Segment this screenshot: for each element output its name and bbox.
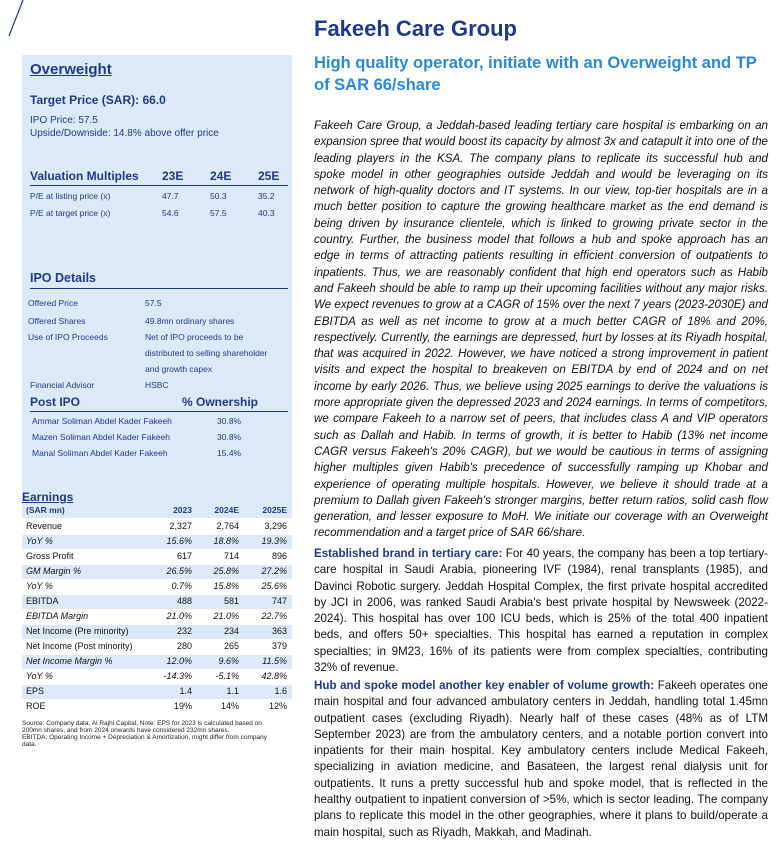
earnings-value: 14% [220,701,239,711]
intro-paragraph: Fakeeh Care Group, a Jeddah-based leading tertiary care hospital is embarking on an expansion spree that would boost its capacity by almost 3x and catapult it into one of the leading players in the KSA. The company plans to replicate its successful hub and spoke model in other geographies outside Jeddah and would be leveraging on its network of high-quality doctors and IT systems. In our view, top-tier hospitals are in a much better position to capture the growing healthcare market as the end demand is being driven by insurance clientele, which is linked to growing private sector in the country. Further, the business model that follows a hub and spoke approach has an edge in terms of attracting patients resulting in efficient conversion of outpatients to inpatients. Thus, we are reasonably confident that high end operators such as Habib and Fakeeh should be able to ramp up their upcoming facilities without any major risks. We expect revenues to grow at a CAGR of 15% over the next 7 years (2023-2030E) and EBITDA as well as net income to grow at a much better CAGR of 18% and 20%, respectively. Currently, the earnings are depressed, hurt by losses at its Riyadh hospital, that was acquired in 2022. However, we have noticed a strong improvement in patient visits and expect the hospital to breakeven on EBITDA by end of 2024 and on net income by early 2026. Thus, we believe using 2025 earnings to derive the valuations is more appropriate given the depressed 2023 and 2024 earnings. In terms of competitors, we compare Fakeeh to a narrow set of peers, that includes class A and VIP operators such as Dallah and Habib. In terms of growth, it is better to Habib (13% net income CAGR versus Fakeeh's 20% CAGR), but we would be cautious in terms of assigning higher multiples given Habib's precedence of successfully ramping up Khobar and experience of operating multiple hospitals. However, we believe it should trade at a premium to Dallah given Fakeeh's stronger margins, better return ratios, solid cash flow generation, and lesser exposure to MoH. We initiate our coverage with an Overweight recommendation and a target price of SAR 66/share. [314,119,768,540]
earnings-value: 15.8% [213,581,239,591]
earnings-value: 1.6 [274,686,287,696]
earnings-value: 42.8% [261,671,287,681]
financial-advisor: HSBC [145,380,169,390]
financial-advisor-label: Financial Advisor [30,380,95,390]
earnings-value: 0.7% [171,581,192,591]
earnings-value: 19.3% [261,536,287,546]
valuation-value: 47.7 [162,191,179,201]
earnings-row [22,550,292,564]
section-hub-spoke-body: Fakeeh operates one main hospital and four advanced ambulatory centers in Jeddah, handling total 1.45mn outpatient cases (excluding Riyadh). Nearly half of these cases (48% as of LTM September 2023) are from the ambulatory centers, and a notable portion convert into inpatients for their main hospital. Key ambulatory centers include Medical Fakeeh, specializing in aviation medicine, and Basateen, the largest renal dialysis unit for outpatients. It runs a pretty successful hub and spoke model, that is reflected in the healthy outpatient to inpatient conversion of >5%, which is sector leading. The company plans to replicate this model in the other geographies, where it plans to build/operate a main hospital, such as Riyadh, Makkah, and Madinah. [314,679,768,839]
corner-slash-decoration [5,0,35,40]
earnings-header-year: 2025E [262,505,287,515]
earnings-label: ROE [26,701,46,711]
earnings-label: EBITDA [26,596,59,606]
use-of-proceeds-2: distributed to selling shareholder [145,348,268,358]
section-hub-spoke-heading: Hub and spoke model another key enabler of volume growth: [314,679,655,692]
section-brand [314,546,768,676]
earnings-value: 379 [271,641,287,651]
earnings-header-year: 2024E [214,505,239,515]
valuation-year-2: 24E [210,169,232,183]
earnings-value: 234 [223,626,239,636]
earnings-row [22,640,292,654]
earnings-value: 363 [271,626,287,636]
earnings-value: 11.5% [262,656,287,666]
earnings-value: 12% [268,701,287,711]
earnings-value: 26.5% [166,566,192,576]
earnings-header [22,504,292,518]
ipo-price: IPO Price: 57.5 [30,115,98,126]
earnings-value: 3,296 [264,521,287,531]
valuation-year-3: 25E [258,169,280,183]
report-subtitle: High quality operator, initiate with an Overweight and TP of SAR 66/share [314,54,757,94]
valuation-header [30,169,288,186]
earnings-value: -5.1% [215,671,239,681]
valuation-value: 35.2 [258,191,275,201]
earnings-value: 25.8% [213,566,239,576]
rating: Overweight [30,61,112,78]
earnings-source-note [22,720,282,748]
earnings-value: -14.3% [163,671,192,681]
earnings-value: 9.6% [218,656,239,666]
earnings-value: 2,327 [169,521,192,531]
valuation-value: 57.5 [210,208,227,218]
target-price: Target Price (SAR): 66.0 [30,93,166,107]
earnings-row [22,670,292,684]
earnings-value: 488 [176,596,192,606]
earnings-value: 21.0% [213,611,239,621]
earnings-row [22,625,292,639]
earnings-value: 1.4 [179,686,192,696]
section-hub-spoke [314,678,768,841]
earnings-row [22,655,292,669]
earnings-value: 714 [223,551,239,561]
use-of-proceeds-3: and growth capex [145,364,213,374]
earnings-label: Net Income (Post minority) [26,641,133,651]
earnings-value: 27.2% [261,566,287,576]
earnings-value: 617 [176,551,192,561]
earnings-label: GM Margin % [26,566,82,576]
earnings-row [22,580,292,594]
valuation-label: P/E at target price (x) [30,208,111,218]
offered-shares-label: Offered Shares [28,316,86,326]
use-of-proceeds-1: Net of IPO proceeds to be [145,332,244,342]
earnings-header-unit: (SAR mn) [26,505,65,515]
use-of-proceeds-label: Use of IPO Proceeds [28,332,108,342]
earnings-value: 19% [173,701,192,711]
earnings-value: 280 [176,641,192,651]
earnings-row [22,685,292,699]
summary-sidebar [22,55,292,510]
earnings-label: Net Income Margin % [26,656,113,666]
ownership-header: % Ownership [182,395,259,409]
owner-name: Ammar Soliman Abdel Kader Fakeeh [32,416,172,426]
post-ipo-header [30,395,288,412]
ipo-details-title: IPO Details [30,271,288,289]
earnings-title: Earnings [22,490,74,504]
valuation-label: P/E at listing price (x) [30,191,111,201]
earnings-row [22,520,292,534]
earnings-row [22,700,292,714]
section-brand-heading: Established brand in tertiary care: [314,547,503,560]
ebitda-note: EBITDA: Operating Income + Depreciation & Amortization, might differ from company data. [22,734,268,748]
offered-price-label: Offered Price [28,298,78,308]
earnings-value: 232 [176,626,192,636]
earnings-value: 21.0% [166,611,192,621]
source-text: Source: Company data, Al Rajhi Capital, Note: EPS for 2023 is calculated based on 200mn shares, and from 2024 onwards have considered 232mn shares. [22,720,262,734]
earnings-value: 18.8% [213,536,239,546]
valuation-value: 54.6 [162,208,179,218]
offered-shares: 49.8mn ordinary shares [145,316,235,326]
valuation-title: Valuation Multiples [30,169,139,183]
section-brand-body: For 40 years, the company has been a top tertiary-care hospital in Saudi Arabia, pioneering IVF (1984), renal transplants (1985), and Davinci Robotic surgery. Jeddah Hospital Complex, the first private hospital accredited by JCI in 2006, was ranked Saudi Arabia's best private hospital by Newsweek (2022-2024). This hospital has over 100 ICU beds, which is 25% of the total 400 inpatient beds, and offers 50+ specialties. This hospital has earned a reputation in complex specialties; in 9M23, 16% of its patients were from complex specialties, contributing 32% of revenue. [314,547,768,675]
owner-name: Mazen Soliman Abdel Kader Fakeeh [32,432,170,442]
report-title: Fakeeh Care Group [314,16,517,41]
earnings-row [22,610,292,624]
earnings-value: 15.6% [166,536,192,546]
valuation-value: 50.3 [210,191,227,201]
earnings-value: 265 [223,641,239,651]
earnings-label: YoY % [26,536,53,546]
earnings-value: 747 [271,596,287,606]
earnings-value: 896 [271,551,287,561]
earnings-label: YoY % [26,581,53,591]
earnings-value: 25.6% [261,581,287,591]
owner-name: Manal Soliman Abdel Kader Fakeeh [32,448,168,458]
owner-pct: 30.8% [217,416,242,426]
offered-price: 57.5 [145,298,162,308]
valuation-year-1: 23E [162,169,184,183]
earnings-label: Net Income (Pre minority) [26,626,129,636]
owner-pct: 30.8% [217,432,242,442]
upside: Upside/Downside: 14.8% above offer price [30,128,219,139]
earnings-label: Revenue [26,521,63,531]
earnings-value: 2,764 [216,521,239,531]
earnings-label: Gross Profit [26,551,74,561]
earnings-value: 581 [223,596,239,606]
earnings-row [22,535,292,549]
earnings-value: 1.1 [226,686,239,696]
earnings-label: EBITDA Margin [26,611,89,621]
owner-pct: 15.4% [217,448,242,458]
earnings-label: YoY % [26,671,53,681]
valuation-value: 40.3 [258,208,275,218]
post-ipo-title: Post IPO [30,395,81,409]
earnings-header-year: 2023 [173,505,192,515]
earnings-label: EPS [26,686,45,696]
earnings-value: 12.0% [166,656,192,666]
earnings-row [22,595,292,609]
earnings-row [22,565,292,579]
earnings-value: 22.7% [261,611,287,621]
